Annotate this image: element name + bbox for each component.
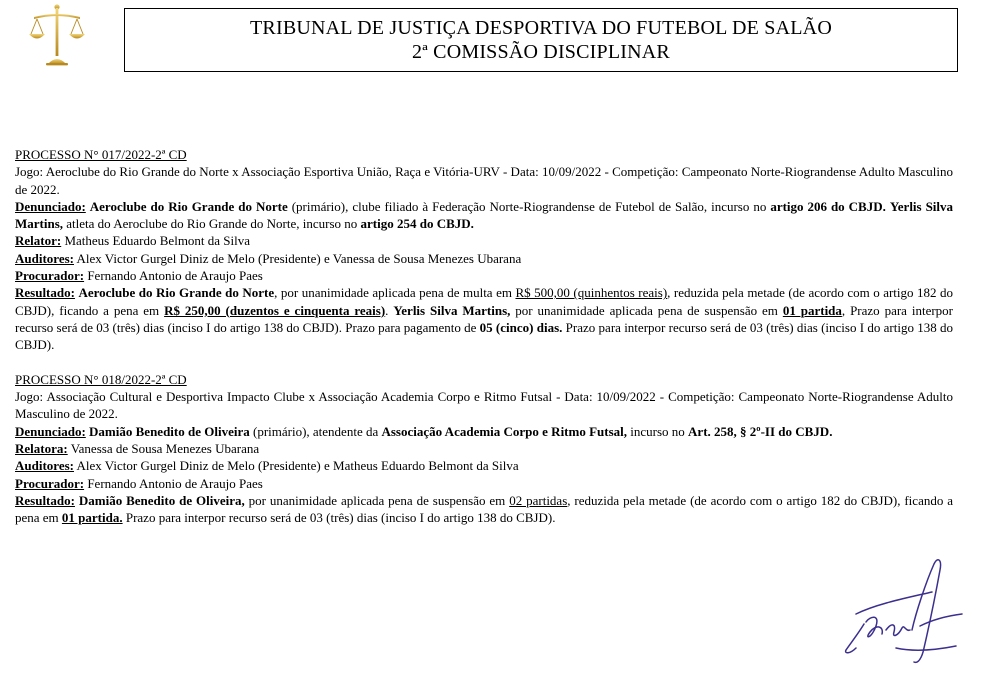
document-body — [15, 146, 953, 527]
header-subtitle: 2ª COMISSÃO DISCIPLINAR — [412, 41, 670, 63]
process-defendant: Denunciado: Damião Benedito de Oliveira (primário), atendente da Associação Academia Corpo e Ritmo Futsal, incurso no Art. 258, § 2º-II do CBJD. — [15, 423, 833, 439]
process-prosecutor: Procurador: Fernando Antonio de Araujo Paes — [15, 268, 263, 284]
process-result: Resultado: Aeroclube do Rio Grande do Norte, por unanimidade aplicada pena de multa em R$ 500,00 (quinhentos reais), reduzida pela metade (de acordo com o artigo 182 do CBJD), ficando a pena em R$ 250,00 (duzentos e cinquenta reais). Yerlis Silva Martins, por unanimidade aplicada pena de suspensão em 01 partida, Prazo para interpor recurso será de 03 (três) dias (inciso I do artigo 138 do CBJD). Prazo para pagamento de 05 (cinco) dias. Prazo para interpor recurso será de 03 (três) dias (inciso I do artigo 138 do CBJD). — [15, 285, 954, 353]
signature-image — [836, 552, 972, 672]
process-rapporteur: Relatora: Vanessa de Sousa Menezes Ubarana — [15, 441, 260, 457]
process-prosecutor: Procurador: Fernando Antonio de Araujo Paes — [15, 475, 263, 491]
auditors-label: Auditores: — [15, 250, 74, 266]
process-section — [15, 146, 953, 354]
prosecutor-label: Procurador: — [15, 475, 85, 491]
process-section — [15, 371, 953, 527]
process-auditors: Auditores: Alex Victor Gurgel Diniz de Melo (Presidente) e Matheus Eduardo Belmont da Silva — [15, 458, 519, 474]
process-rapporteur: Relator: Matheus Eduardo Belmont da Silva — [15, 233, 251, 249]
process-title: PROCESSO N° 018/2022-2ª CD — [15, 371, 187, 387]
header-box — [124, 8, 958, 72]
result-label: Resultado: — [15, 492, 75, 508]
process-defendant: Denunciado: Aeroclube do Rio Grande do Norte (primário), clube filiado à Federação Norte-Riograndense de Futebol de Salão, incurso no artigo 206 do CBJD. Yerlis Silva Martins, atleta do Aeroclube do Rio Grande do Norte, incurso no artigo 254 do CBJD. — [15, 198, 954, 232]
process-result: Resultado: Damião Benedito de Oliveira, por unanimidade aplicada pena de suspensão em 02 partidas, reduzida pela metade (de acordo com o artigo 182 do CBJD), ficando a pena em 01 partida. Prazo para interpor recurso será de 03 (três) dias (inciso I do artigo 138 do CBJD). — [15, 492, 954, 526]
defendant-label: Denunciado: — [15, 198, 86, 214]
process-auditors: Auditores: Alex Victor Gurgel Diniz de Melo (Presidente) e Vanessa de Sousa Menezes Ubarana — [15, 250, 522, 266]
scales-of-justice-icon — [28, 2, 86, 66]
rapporteur-label: Relatora: — [15, 441, 68, 457]
process-game: Jogo: Aeroclube do Rio Grande do Norte x Associação Esportiva União, Raça e Vitória-URV - Data: 10/09/2022 - Competição: Campeonato Norte-Riograndense Adulto Masculino de 2022. — [15, 164, 953, 197]
defendant-label: Denunciado: — [15, 423, 86, 439]
process-game: Jogo: Associação Cultural e Desportiva Impacto Clube x Associação Academia Corpo e Ritmo Futsal - Data: 10/09/2022 - Competição: Campeonato Norte-Riograndense Adulto Masculino de 2022. — [15, 389, 953, 422]
result-label: Resultado: — [15, 285, 75, 301]
header-title: TRIBUNAL DE JUSTIÇA DESPORTIVA DO FUTEBOL DE SALÃO — [250, 17, 832, 39]
rapporteur-label: Relator: — [15, 233, 62, 249]
process-title: PROCESSO N° 017/2022-2ª CD — [15, 147, 187, 162]
prosecutor-label: Procurador: — [15, 268, 85, 284]
auditors-label: Auditores: — [15, 458, 74, 474]
